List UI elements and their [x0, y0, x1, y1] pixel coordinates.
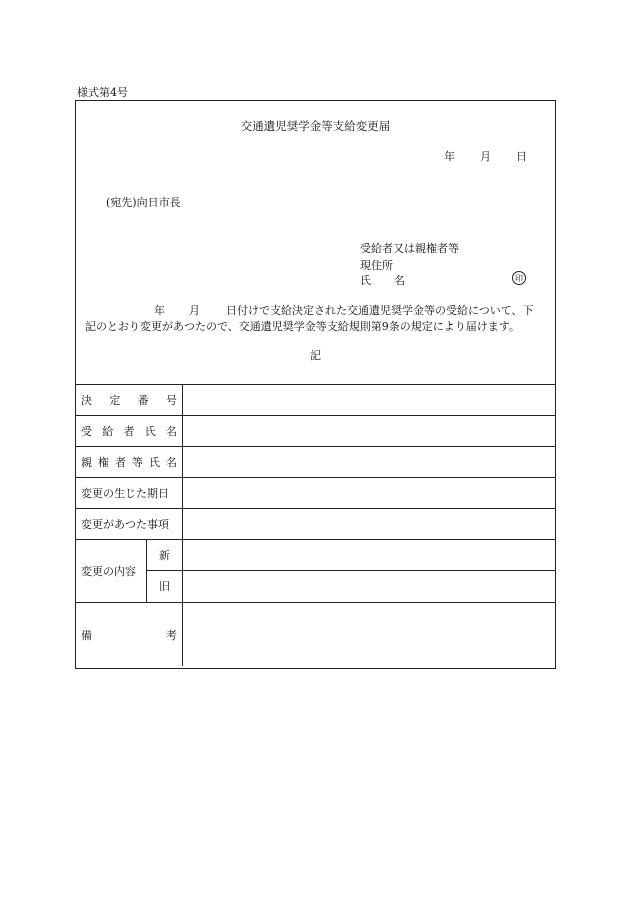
row-changed-item: [76, 509, 555, 540]
row-guardian-name: [76, 447, 555, 478]
label-char: 者: [123, 425, 135, 438]
label-char: 氏: [149, 456, 160, 469]
label-char: 給: [102, 425, 114, 438]
label-new: 新: [147, 540, 183, 570]
row-change-content: [76, 540, 555, 603]
label-decision-number: [76, 385, 183, 415]
label-old: 旧: [147, 571, 183, 602]
old-content-field[interactable]: [183, 571, 555, 602]
decision-number-field[interactable]: [183, 385, 555, 415]
date-month: 月: [480, 150, 491, 163]
body-month: 月: [189, 304, 200, 317]
label-changed-item: 変更があつた事項: [76, 509, 183, 539]
new-content-field[interactable]: [183, 540, 555, 570]
applicant-address-label: 現住所: [360, 259, 393, 272]
name-char-1: 氏: [360, 274, 371, 287]
label-change-date: 変更の生じた期日: [76, 478, 183, 508]
label-char: 号: [165, 394, 177, 407]
detail-table: [76, 384, 555, 666]
change-content-subrows: [147, 540, 555, 602]
label-recipient-name: [76, 416, 183, 446]
remarks-field[interactable]: [183, 603, 555, 666]
label-char: 受: [81, 425, 92, 438]
recipient-name-field[interactable]: [183, 416, 555, 446]
label-char: 備: [81, 628, 92, 642]
form-frame: [75, 100, 556, 669]
guardian-name-field[interactable]: [183, 447, 555, 477]
subrow-new: [147, 540, 555, 571]
label-char: 名: [166, 456, 177, 469]
label-char: 者: [115, 456, 126, 469]
form-number: 様式第4号: [77, 86, 128, 99]
label-remarks: [76, 603, 183, 666]
body-line-2: 記のとおり変更があつたので、交通遺児奨学金等支給規則第9条の規定により届けます。: [85, 320, 520, 333]
applicant-name-label: [360, 273, 405, 289]
label-char: 定: [109, 394, 121, 407]
label-char: 等: [132, 456, 143, 469]
label-char: 親: [81, 456, 92, 469]
applicant-role: 受給者又は親権者等: [360, 242, 459, 255]
label-char: 考: [166, 628, 177, 642]
subrow-old: [147, 571, 555, 602]
change-date-field[interactable]: [183, 478, 555, 508]
ki-heading: 記: [310, 349, 321, 362]
label-char: 番: [137, 394, 149, 407]
label-change-content: 変更の内容: [76, 540, 147, 602]
changed-item-field[interactable]: [183, 509, 555, 539]
date-day: 日: [516, 150, 527, 163]
body-text: 日付けで支給決定された交通遺児奨学金等の受給について、下: [226, 304, 534, 317]
label-char: 名: [166, 425, 177, 438]
row-recipient-name: [76, 416, 555, 447]
body-year: 年: [154, 304, 165, 317]
row-remarks: [76, 603, 555, 666]
row-decision-number: [76, 385, 555, 416]
addressee: (宛先)向日市長: [106, 196, 181, 209]
seal-mark: 印: [512, 271, 526, 285]
label-guardian-name: [76, 447, 183, 477]
form-title: 交通遺児奨学金等支給変更届: [240, 119, 391, 133]
label-char: 決: [81, 394, 92, 407]
label-char: 権: [98, 456, 109, 469]
name-char-2: 名: [394, 274, 405, 287]
label-char: 氏: [144, 425, 156, 438]
date-year: 年: [444, 150, 455, 163]
row-change-date: [76, 478, 555, 509]
